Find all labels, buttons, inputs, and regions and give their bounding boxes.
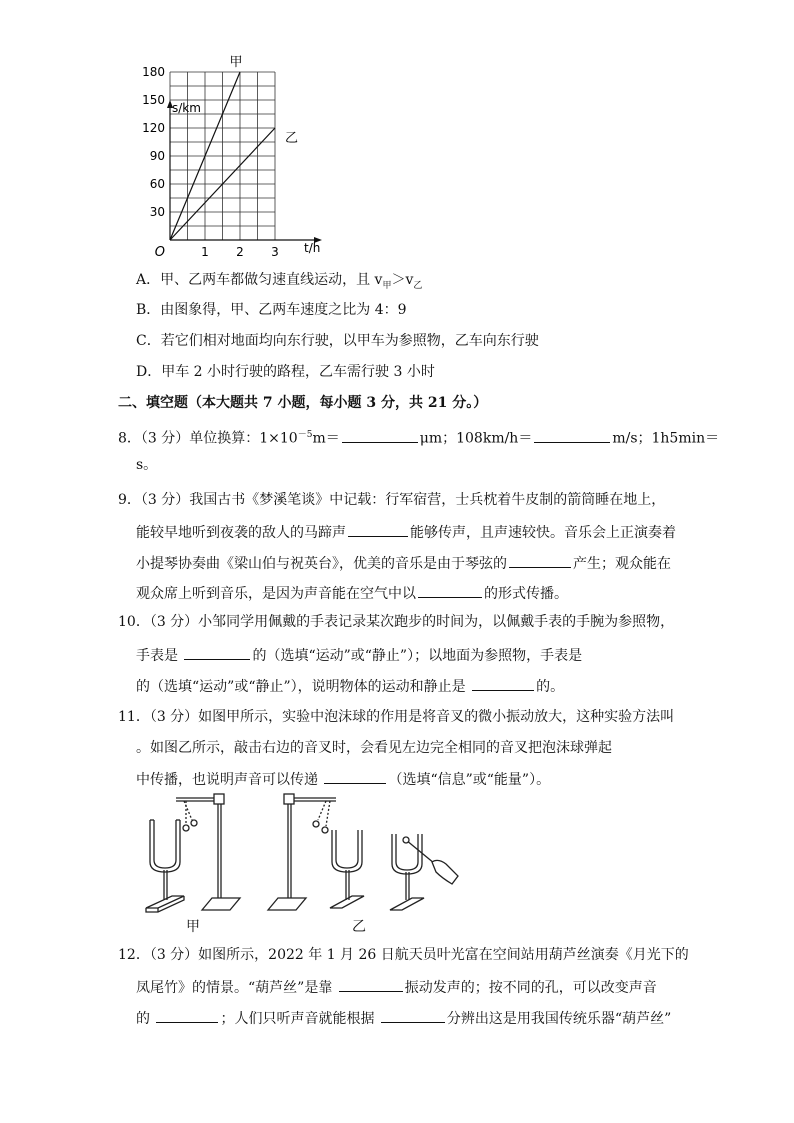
fork-setup-left <box>146 794 240 912</box>
question-9-line3: 小提琴协奏曲《梁山伯与祝英台》，优美的音乐是由于琴弦的 产生；观众能在 <box>136 553 671 574</box>
y-tick-label: 120 <box>142 121 165 135</box>
question-10-line1: 10．（3 分）小邹同学用佩戴的手表记录某次跑步的时间为，以佩戴手表的手腕为参照物， <box>118 614 675 630</box>
answer-blank[interactable] <box>184 645 250 660</box>
y-axis-label: s/km <box>172 101 201 115</box>
answer-blank[interactable] <box>534 428 610 443</box>
x-axis-label: t/h <box>304 241 321 255</box>
question-8-line2: s。 <box>136 457 158 473</box>
section-title: 二、填空题（本大题共 7 小题，每小题 3 分，共 21 分。） <box>118 395 488 411</box>
answer-blank[interactable] <box>509 553 571 568</box>
question-12-line3: 的 ；人们只听声音就能根据 分辨出这是用我国传统乐器“葫芦丝” <box>136 1008 671 1029</box>
distance-time-graph <box>130 55 340 268</box>
question-9-line2: 能较早地听到夜袭的敌人的马蹄声 能够传声，且声速较快。音乐会上正演奏着 <box>136 522 676 543</box>
graph-grid <box>170 72 275 240</box>
question-8-line1: 8．（3 分）单位换算：$1\times 10^{-5}m= \mu m$；108km/h＝ m/s；1h5min＝ <box>118 425 719 449</box>
y-tick-label: 150 <box>142 93 165 107</box>
x-tick-label: 1 <box>201 245 209 259</box>
question-12-line2: 凤尾竹》的情景。“葫芦丝”是靠 振动发声的；按不同的孔，可以改变声音 <box>136 977 657 998</box>
y-tick-label: 180 <box>142 65 165 79</box>
question-11-line2: 。如图乙所示，敲击右边的音叉时，会看见左边完全相同的音叉把泡沫球弹起 <box>136 740 612 756</box>
answer-blank[interactable] <box>339 977 403 992</box>
series-label-jia: 甲 <box>229 55 243 70</box>
answer-blank[interactable] <box>342 428 418 443</box>
answer-blank[interactable] <box>324 769 386 784</box>
y-tick-label: 60 <box>149 177 165 191</box>
origin-label: O <box>154 245 165 260</box>
graph-axes <box>167 100 322 243</box>
option-b: B．由图象得，甲、乙两车速度之比为 4：9 <box>136 302 407 318</box>
answer-blank[interactable] <box>418 583 482 598</box>
question-12-line1: 12．（3 分）如图所示，2022 年 1 月 26 日航天员叶光富在空间站用葫芦丝演奏《月光下的 <box>118 947 689 963</box>
answer-blank[interactable] <box>348 522 408 537</box>
option-a: A．甲、乙两车都做匀速直线运动，且 $v_甲>v_乙$ <box>136 272 423 291</box>
x-tick-label: 2 <box>236 245 244 259</box>
question-11-line3: 中传播，也说明声音可以传递 （选填“信息”或“能量”）。 <box>136 769 550 790</box>
figure-label-jia: 甲 <box>186 919 200 935</box>
figure-label-yi: 乙 <box>352 919 366 935</box>
series-label-yi: 乙 <box>285 131 299 146</box>
answer-blank[interactable] <box>156 1008 218 1023</box>
y-tick-label: 30 <box>149 205 165 219</box>
option-c: C．若它们相对地面均向东行驶，以甲车为参照物，乙车向东行驶 <box>136 333 539 349</box>
fork-setup-right <box>268 794 458 910</box>
question-10-line2: 手表是 的（选填“运动”或“静止”）；以地面为参照物，手表是 <box>136 645 582 666</box>
question-10-line3: 的（选填“运动”或“静止”），说明物体的运动和静止是 的。 <box>136 676 564 697</box>
question-9-line1: 9．（3 分）我国古书《梦溪笔谈》中记载：行军宿营，士兵枕着牛皮制的箭筒睡在地上， <box>118 492 666 508</box>
option-d: D．甲车 2 小时行驶的路程，乙车需行驶 3 小时 <box>136 364 435 380</box>
answer-blank[interactable] <box>381 1008 445 1023</box>
question-9-line4: 观众席上听到音乐，是因为声音能在空气中以 的形式传播。 <box>136 583 568 604</box>
y-tick-label: 90 <box>149 149 165 163</box>
x-tick-label: 3 <box>271 245 279 259</box>
question-11-line1: 11．（3 分）如图甲所示，实验中泡沫球的作用是将音叉的微小振动放大，这种实验方法叫 <box>118 709 675 725</box>
answer-blank[interactable] <box>472 676 534 691</box>
